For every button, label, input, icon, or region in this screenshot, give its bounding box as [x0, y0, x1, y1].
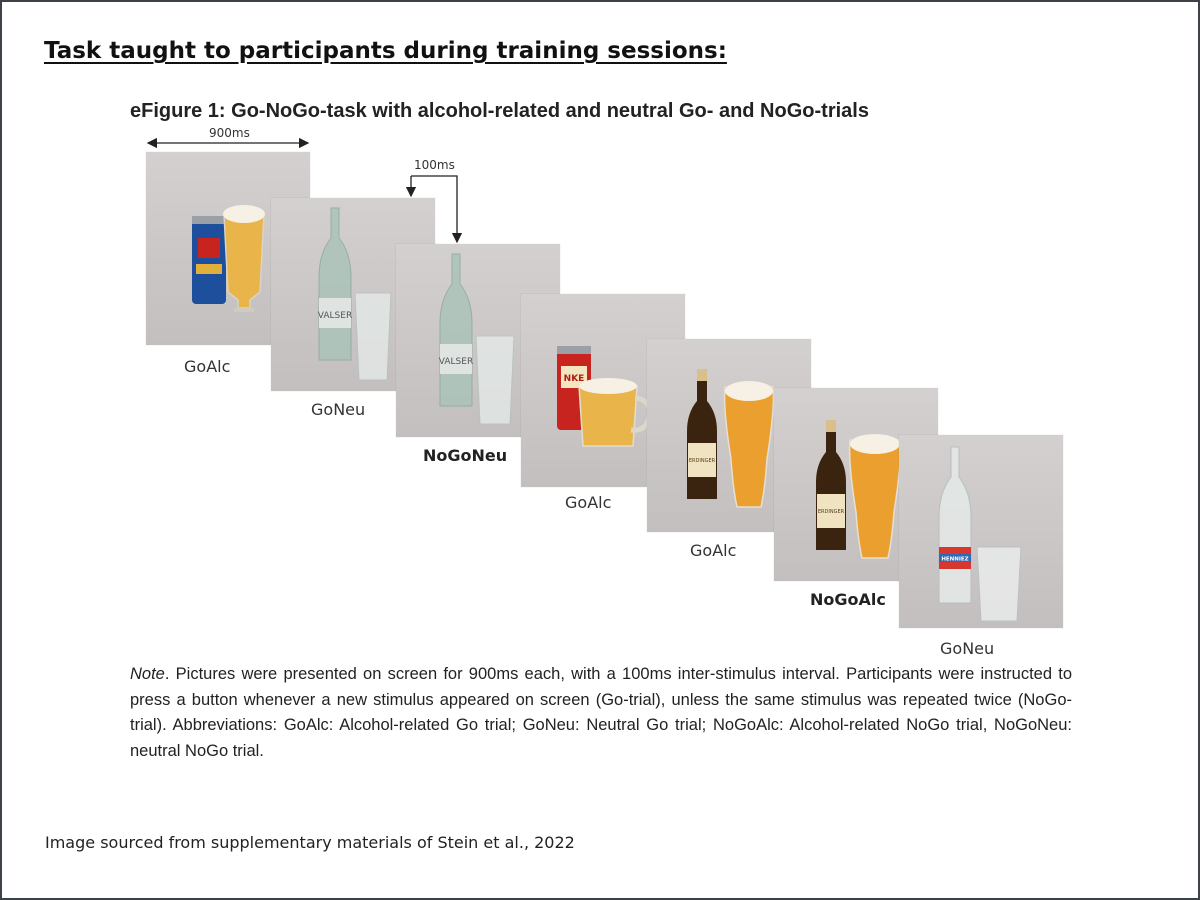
figure-title: eFigure 1: Go-NoGo-task with alcohol-related and neutral Go- and NoGo-trials	[130, 100, 869, 122]
beer-can-icon	[192, 216, 226, 304]
water-glass-icon	[355, 293, 391, 380]
beer-glass-icon	[223, 205, 265, 312]
water-bottle-icon	[318, 208, 352, 360]
figure-note	[130, 662, 1072, 764]
source-citation: Image sourced from supplementary materials of Stein et al., 2022	[45, 833, 575, 852]
stimulus-label-1: GoAlc	[184, 357, 231, 376]
stimulus-label-3: NoGoNeu	[423, 446, 508, 465]
beer-bottle-label: ERDINGER	[817, 509, 845, 515]
wheat-beer-glass-icon	[850, 434, 901, 558]
note-text: . Pictures were presented on screen for 900ms each, with a 100ms inter-stimulus interval. Participants were instructed to press a button whenever a new stimulus appeared on screen (Go-trial), unless the same stimulus was repeated twice (NoGo-trial). Abbreviations: GoAlc: Alcohol-related Go trial; GoNeu: Neutral Go trial; NoGoAlc: Alcohol-related NoGo trial, NoGoNeu: neutral NoGo trial.	[130, 665, 1072, 760]
stimulus-label-2: GoNeu	[311, 400, 366, 419]
stimulus-label-6: NoGoAlc	[810, 590, 886, 609]
note-lead: Note	[130, 665, 165, 683]
water-bottle-icon	[939, 447, 971, 603]
stimulus-label-7: GoNeu	[940, 639, 995, 658]
stimulus-label-4: GoAlc	[565, 493, 612, 512]
slide-heading: Task taught to participants during training sessions:	[44, 38, 727, 64]
stimulus-label-5: GoAlc	[690, 541, 737, 560]
water-bottle-label: VALSER	[317, 311, 353, 321]
beer-bottle-icon	[816, 420, 846, 550]
beer-mug-icon	[579, 378, 650, 446]
interval-label: 100ms	[414, 158, 455, 172]
water-bottle-label: VALSER	[438, 357, 474, 367]
wheat-beer-glass-icon	[725, 381, 774, 507]
can-label: NKE	[563, 374, 585, 384]
water-glass-icon	[977, 547, 1021, 621]
water-glass-icon	[476, 336, 514, 424]
beer-bottle-icon	[687, 369, 717, 499]
duration-label: 900ms	[209, 126, 250, 140]
stimulus-panel-7	[899, 435, 1063, 628]
water-bottle-icon	[439, 254, 473, 406]
beer-bottle-label: ERDINGER	[688, 458, 716, 464]
water-bottle-label: HENNIEZ	[941, 556, 969, 563]
